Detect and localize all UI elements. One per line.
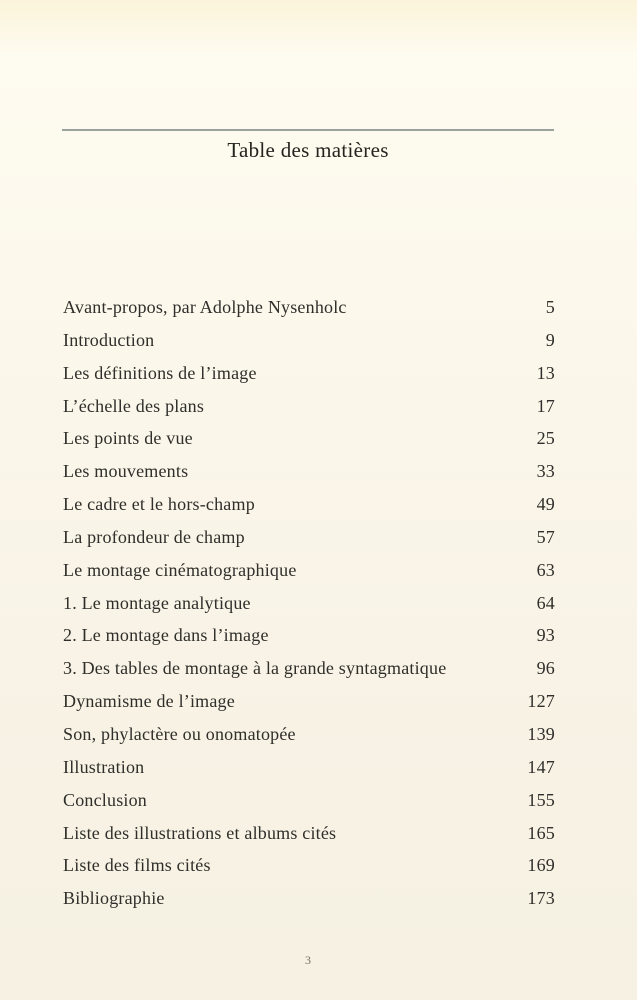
- toc-entry-label: Bibliographie: [63, 888, 165, 909]
- toc-entry: [63, 291, 555, 324]
- toc-entry-label: Introduction: [63, 329, 155, 350]
- toc-entry: [63, 521, 555, 554]
- toc-entry-label: L’échelle des plans: [63, 395, 205, 416]
- toc-entry-page: 127: [527, 691, 555, 712]
- toc-entry-page: 173: [527, 888, 555, 909]
- toc-entry-page: 5: [545, 297, 555, 317]
- toc-entry-label: Les définitions de l’image: [63, 362, 257, 383]
- toc-entry-label: Conclusion: [63, 789, 148, 810]
- toc-entry-page: 155: [527, 789, 555, 810]
- toc-entry-label: Avant-propos, par Adolphe Nysenholc: [63, 297, 347, 317]
- toc-entry: [63, 849, 555, 882]
- title-rule-divider: [62, 129, 554, 131]
- toc-entry-page: 64: [536, 592, 555, 613]
- toc-entry: [63, 357, 555, 390]
- toc-entry-label: Illustration: [63, 756, 145, 777]
- toc-entry-page: 165: [527, 822, 555, 843]
- toc-entry-label: 1. Le montage analytique: [63, 592, 251, 613]
- toc-entry-page: 93: [536, 625, 555, 646]
- toc-entry: [63, 455, 555, 488]
- toc-entry-label: Le cadre et le hors-champ: [63, 494, 255, 515]
- toc-entry-label: Liste des films cités: [63, 855, 211, 876]
- toc-entry-label: La profondeur de champ: [63, 526, 245, 547]
- toc-entry: [63, 619, 555, 652]
- toc-entry: [63, 751, 555, 784]
- toc-entry: [63, 554, 555, 587]
- toc-entry-page: 147: [527, 756, 555, 777]
- toc-entry-page: 49: [536, 494, 555, 515]
- toc-entry-page: 17: [536, 395, 555, 416]
- toc-entry-label: 3. Des tables de montage à la grande syntagmatique: [63, 658, 447, 679]
- toc-entry: [63, 685, 555, 718]
- toc-entry: [63, 784, 555, 817]
- toc-entry-page: 57: [536, 526, 555, 547]
- toc-entry: [63, 718, 555, 751]
- toc-entry-label: Liste des illustrations et albums cités: [63, 822, 337, 843]
- toc-entry-page: 33: [536, 461, 555, 482]
- toc-entry-label: Les mouvements: [63, 461, 189, 482]
- toc-entry-page: 169: [527, 855, 555, 876]
- page-title: Table des matières: [227, 138, 389, 162]
- toc-entry: [63, 324, 555, 357]
- toc-entry: [63, 390, 555, 423]
- toc-entry-page: 13: [536, 362, 555, 383]
- toc-entry-page: 139: [527, 723, 555, 744]
- toc-entry-page: 25: [536, 428, 555, 449]
- toc-entry: [63, 587, 555, 620]
- toc-entry-label: Dynamisme de l’image: [63, 691, 235, 712]
- toc-entry: [63, 422, 555, 455]
- toc-entry-label: Les points de vue: [63, 428, 193, 449]
- toc-entry-page: 9: [545, 329, 555, 350]
- toc-entry: [63, 652, 555, 685]
- toc-entry-page: 96: [536, 658, 555, 679]
- toc-entry-label: Son, phylactère ou onomatopée: [63, 723, 296, 744]
- toc-entry-label: Le montage cinématographique: [63, 559, 297, 580]
- toc-entry-label: 2. Le montage dans l’image: [63, 625, 269, 646]
- toc-entry: [63, 817, 555, 850]
- folio-page-number: 3: [305, 953, 311, 967]
- toc-entry-page: 63: [536, 559, 555, 580]
- toc-entry: [63, 882, 555, 915]
- toc-list: [63, 291, 555, 915]
- toc-entry: [63, 488, 555, 521]
